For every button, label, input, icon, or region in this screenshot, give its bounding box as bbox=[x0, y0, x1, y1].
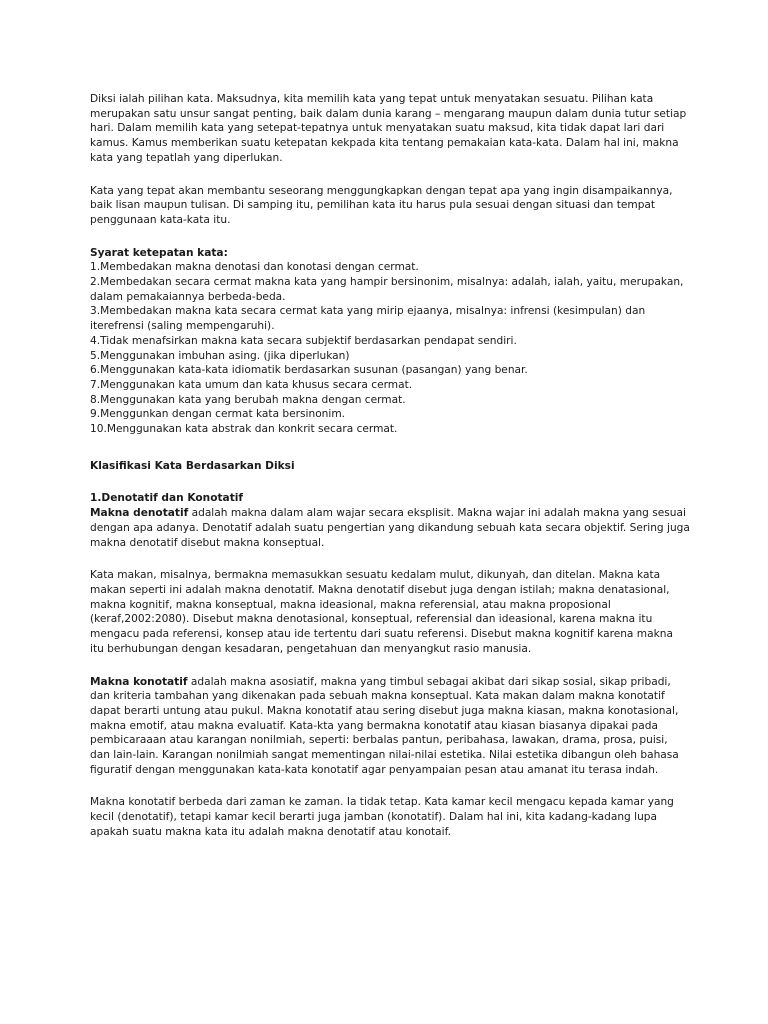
list-item: 2.Membedakan secara cermat makna kata yang hampir bersinonim, misalnya: adalah, ialah, yaitu, merupakan, dalam pemakaiannya berbeda-beda. bbox=[90, 276, 684, 303]
list-item: 3.Membedakan makna kata secara cermat kata yang mirip ejaanya, misalnya: infrensi (kesimpulan) dan iterefrensi (saling mempengaruhi). bbox=[90, 305, 646, 333]
list-item: 5.Menggunakan imbuhan asing. (jika diperlukan) bbox=[90, 349, 350, 362]
intro-paragraph: Diksi ialah pilihan kata. Maksudnya, kita memilih kata yang tepat untuk menyatakan sesuatu. Pilihan kata merupakan satu unsur sangat penting, baik dalam dunia karang – mengarang maupun dalam dunia tutur setiap hari. Dalam memilih kata yang setepat-tepatnya untuk menyatakan suatu maksud, kita tidak dapat lari dari kamus. Kamus memberikan suatu ketepatan kekpada kita tentang pemakaian kata-kata. Dalam hal ini, makna kata yang tepatlah yang diperlukan. bbox=[90, 93, 687, 164]
syarat-list bbox=[90, 260, 690, 436]
konotatif-definition: adalah makna asosiatif, makna yang timbul sebagai akibat dari sikap sosial, sikap pribadi, dan kriteria tambahan yang dikenakan pada sebuah makna konseptual. Kata makan dalam makna konotatif dapat berarti untung atau pukul. Makna konotatif atau sering disebut juga makna kiasan, makna konotasional, makna emotif, atau makna evaluatif. Kata-kta yang bermakna konotatif atau kiasan biasanya dipakai pada pembicaraaan atau karangan nonilmiah, seperti: berbalas pantun, peribahasa, lawakan, drama, prosa, puisi, dan lain-lain. Karangan nonilmiah sangat mementingan nilai-nilai estetika. Nilai estetika dibangun oleh bahasa figuratif dengan menggunakan kata-kata konotatif agar penyampaian pesan atau amanat itu terasa indah. bbox=[90, 675, 679, 776]
list-item: 8.Menggunakan kata yang berubah makna dengan cermat. bbox=[90, 393, 406, 406]
klasifikasi-heading: Klasifikasi Kata Berdasarkan Diksi bbox=[90, 459, 295, 472]
list-item: 10.Menggunakan kata abstrak dan konkrit secara cermat. bbox=[90, 423, 398, 436]
denotatif-konotatif-subheading: 1.Denotatif dan Konotatif bbox=[90, 492, 243, 505]
list-item: 1.Membedakan makna denotasi dan konotasi dengan cermat. bbox=[90, 261, 419, 274]
list-item: 4.Tidak menafsirkan makna kata secara subjektif berdasarkan pendapat sendiri. bbox=[90, 334, 517, 347]
konotatif-paragraph bbox=[90, 675, 690, 778]
list-item: 6.Menggunakan kata-kata idiomatik berdasarkan susunan (pasangan) yang benar. bbox=[90, 364, 528, 377]
syarat-heading: Syarat ketepatan kata: bbox=[90, 246, 228, 259]
konotatif-term: Makna konotatif bbox=[90, 675, 188, 688]
kamar-paragraph: Makna konotatif berbeda dari zaman ke zaman. Ia tidak tetap. Kata kamar kecil mengacu kepada kamar yang kecil (denotatif), tetapi kamar kecil berarti juga jamban (konotatif). Dalam hal ini, kita kadang-kadang lupa apakah suatu makna kata itu adalah makna denotatif atau konotaif. bbox=[90, 796, 674, 838]
denotatif-paragraph bbox=[90, 506, 690, 550]
denotatif-term: Makna denotatif bbox=[90, 507, 189, 520]
document-page bbox=[90, 92, 690, 840]
second-paragraph: Kata yang tepat akan membantu seseorang menggungkapkan dengan tepat apa yang ingin disampaikannya, baik lisan maupun tulisan. Di samping itu, pemilihan kata itu harus pula sesuai dengan situasi dan tempat penggunaan kata-kata itu. bbox=[90, 184, 673, 226]
list-item: 9.Menggunkan dengan cermat kata bersinonim. bbox=[90, 408, 346, 421]
denotatif-definition: adalah makna dalam alam wajar secara eksplisit. Makna wajar ini adalah makna yang sesuai dengan apa adanya. Denotatif adalah suatu pengertian yang dikandung sebuah kata secara objektif. Sering juga makna denotatif disebut makna konseptual. bbox=[90, 507, 690, 549]
list-item: 7.Menggunakan kata umum dan kata khusus secara cermat. bbox=[90, 378, 413, 391]
makan-paragraph: Kata makan, misalnya, bermakna memasukkan sesuatu kedalam mulut, dikunyah, dan ditelan. Makna kata makan seperti ini adalah makna denotatif. Makna denotatif disebut juga dengan istilah; makna denatasional, makna kognitif, makna konseptual, makna ideasional, makna referensial, atau makna proposional (keraf,2002:2080). Disebut makna denotasional, konseptual, referensial dan ideasional, karena makna itu mengacu pada referensi, konsep atau ide tertentu dari suatu referensi. Disebut makna kognitif karena makna itu berhubungan dengan kesadaran, pengetahuan dan menyangkut rasio manusia. bbox=[90, 569, 673, 655]
